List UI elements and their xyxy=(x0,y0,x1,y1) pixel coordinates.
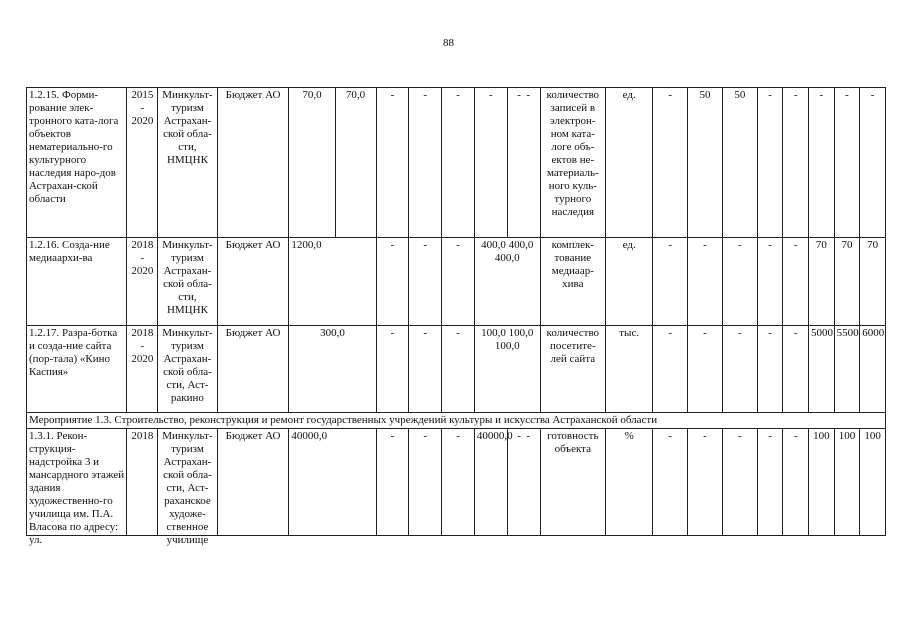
indicator-value: - xyxy=(783,238,809,326)
finance-cell: - xyxy=(442,429,475,536)
indicator-value: - xyxy=(783,429,809,536)
indicator-value: - xyxy=(653,238,688,326)
finance-cell: - - xyxy=(507,88,540,238)
indicator-value: - xyxy=(757,238,783,326)
finance-cell: - xyxy=(442,238,475,326)
unit-cell: тыс. xyxy=(606,326,653,413)
unit-cell: ед. xyxy=(606,238,653,326)
executor-cell: Минкульт-туризм Астрахан-ской обла-сти, Аст-раханское художе-ственное училище xyxy=(158,429,217,536)
indicator-value: - xyxy=(688,326,723,413)
period-cell: 2018 - 2020 xyxy=(127,326,158,413)
indicator-value: - xyxy=(688,238,723,326)
indicator-value: - xyxy=(757,88,783,238)
indicator-value: 70 xyxy=(809,238,835,326)
period-cell: 2018 xyxy=(127,429,158,536)
indicator-value: - xyxy=(783,88,809,238)
unit-cell: % xyxy=(606,429,653,536)
finance-cell: 70,0 xyxy=(289,88,335,238)
indicator-value: - xyxy=(722,326,757,413)
finance-cell: - xyxy=(409,326,442,413)
finance-cell: - xyxy=(376,238,409,326)
finance-cell: 100,0 100,0 100,0 xyxy=(474,326,540,413)
finance-cell: - xyxy=(442,326,475,413)
finance-cell: - xyxy=(376,326,409,413)
indicator-value: - xyxy=(809,88,835,238)
table-row xyxy=(27,238,886,326)
indicator-value: 70 xyxy=(860,238,886,326)
finance-cell: - xyxy=(442,88,475,238)
source-cell: Бюджет АО xyxy=(217,238,289,326)
finance-cell: 400,0 400,0 400,0 xyxy=(474,238,540,326)
page-number: 88 xyxy=(443,37,454,49)
indicator-value: - xyxy=(688,429,723,536)
executor-cell: Минкульт-туризм Астрахан-ской обла-сти, НМЦНК xyxy=(158,238,217,326)
finance-cell: - xyxy=(376,429,409,536)
indicator-value: 5000 xyxy=(809,326,835,413)
source-cell: Бюджет АО xyxy=(217,88,289,238)
indicator-value: 5500 xyxy=(834,326,860,413)
indicator-value: 50 xyxy=(722,88,757,238)
indicator-value: - xyxy=(653,429,688,536)
activity-name: 1.3.1. Рекон-струкция-надстройка 3 и мансардного этажей здания художественно-го училища им. П.А. Власова по адресу: ул. xyxy=(27,429,127,536)
indicator-value: 100 xyxy=(860,429,886,536)
activity-name: 1.2.16. Созда-ние медиаархи-ва xyxy=(27,238,127,326)
executor-cell: Минкульт-туризм Астрахан-ской обла-сти, Аст-ракино xyxy=(158,326,217,413)
indicator-value: 100 xyxy=(834,429,860,536)
indicator-value: 50 xyxy=(688,88,723,238)
indicator-value: - xyxy=(757,429,783,536)
indicator-value: - xyxy=(834,88,860,238)
activity-name: 1.2.17. Разра-ботка и созда-ние сайта (пор-тала) «Кино Каспия» xyxy=(27,326,127,413)
table-row xyxy=(27,429,886,536)
table-row xyxy=(27,326,886,413)
finance-cell: - xyxy=(409,429,442,536)
source-cell: Бюджет АО xyxy=(217,429,289,536)
period-cell: 2015 - 2020 xyxy=(127,88,158,238)
finance-cell: - xyxy=(409,238,442,326)
indicator-value: - xyxy=(653,88,688,238)
program-table xyxy=(26,87,886,546)
finance-cell: - xyxy=(474,88,507,238)
unit-cell: ед. xyxy=(606,88,653,238)
activity-name: 1.2.15. Форми-рование элек-тронного ката-лога объектов нематериально-го культурного наследия наро-дов Астрахан-ской области xyxy=(27,88,127,238)
finance-cell: 1200,0 xyxy=(289,238,376,326)
indicator-cell: комплек-тование медиаар-хива xyxy=(540,238,606,326)
executor-cell: Минкульт-туризм Астрахан-ской обла-сти, НМЦНК xyxy=(158,88,217,238)
indicator-value: - xyxy=(722,238,757,326)
finance-cell: - xyxy=(409,88,442,238)
indicator-value: - xyxy=(757,326,783,413)
measure-title: Мероприятие 1.3. Строительство, реконструкция и ремонт государственных учреждений культуры и искусства Астраханской области xyxy=(27,413,886,429)
finance-cell: 40000,0 xyxy=(289,429,376,536)
indicator-value: - xyxy=(860,88,886,238)
indicator-value: - xyxy=(722,429,757,536)
indicator-value: 100 xyxy=(809,429,835,536)
indicator-value: 6000 xyxy=(860,326,886,413)
period-cell: 2018 - 2020 xyxy=(127,238,158,326)
finance-cell: 40000,0 xyxy=(474,429,507,536)
finance-cell: - xyxy=(376,88,409,238)
finance-cell: 300,0 xyxy=(289,326,376,413)
indicator-cell: количество записей в электрон-ном ката-логе объ-ектов не-материаль-ного куль-турного наследия xyxy=(540,88,606,238)
source-cell: Бюджет АО xyxy=(217,326,289,413)
indicator-cell: готовность объекта xyxy=(540,429,606,536)
indicator-value: - xyxy=(783,326,809,413)
measure-row xyxy=(27,413,886,429)
finance-cell: 70,0 xyxy=(335,88,376,238)
indicator-cell: количество посетите-лей сайта xyxy=(540,326,606,413)
indicator-value: 70 xyxy=(834,238,860,326)
finance-cell: - - xyxy=(507,429,540,536)
table-row xyxy=(27,88,886,238)
indicator-value: - xyxy=(653,326,688,413)
